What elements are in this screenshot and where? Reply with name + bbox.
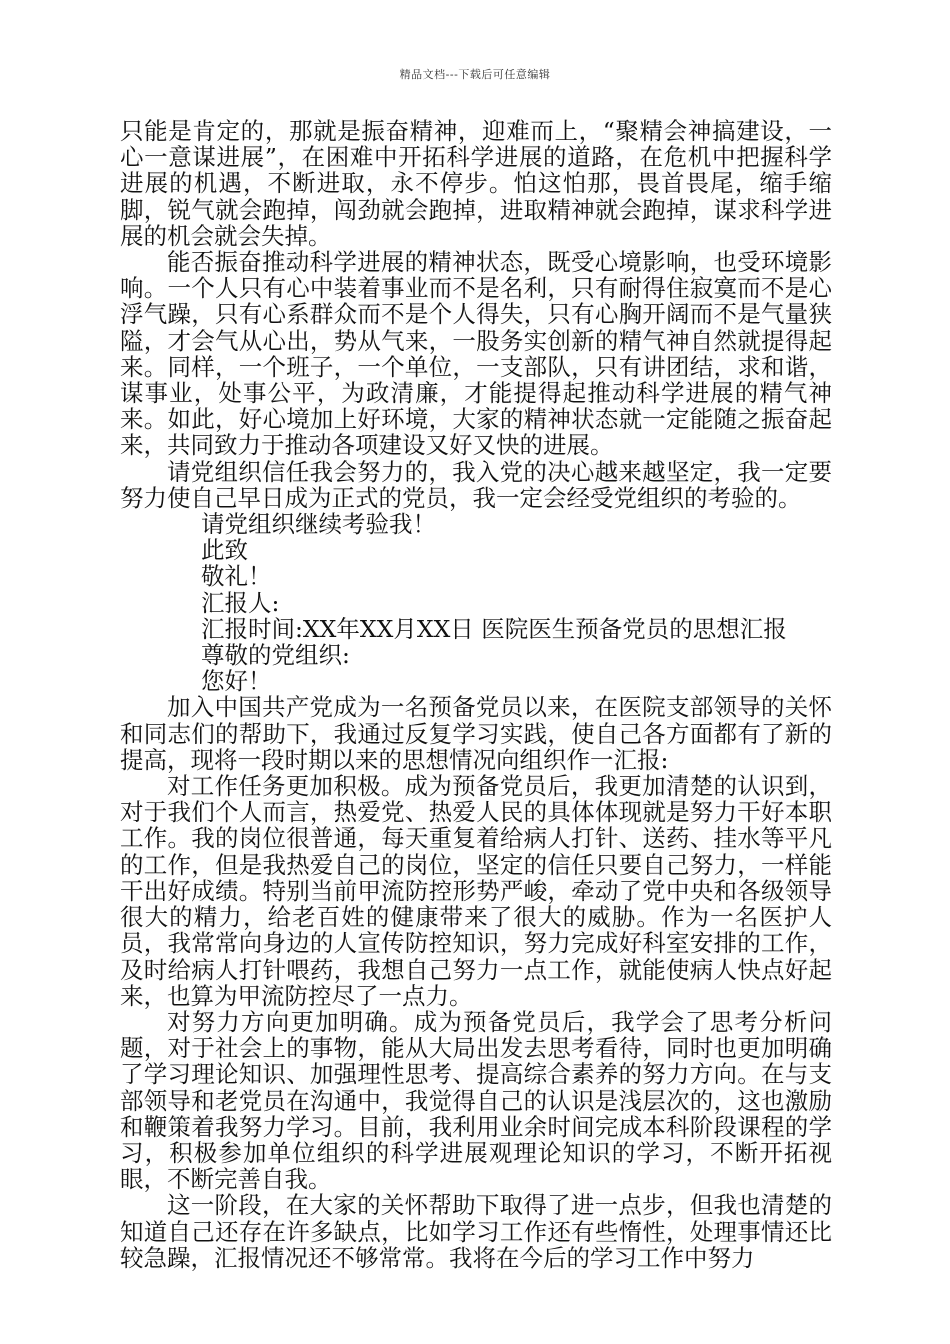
request-line: 请党组织继续考验我！ [201, 510, 436, 539]
paragraph: 请党组织信任我会努力的，我入党的决心越来越坚定，我一定要努力使自己早日成为正式的党员，我一定会经受党组织的考验的。 [120, 457, 832, 512]
paragraph: 这一阶段，在大家的关怀帮助下取得了进一点步，但我也清楚的知道自己还存在许多缺点，比如学习工作还有些惰性，处理事情还比较急躁，汇报情况还不够常常。我将在今后的学习工作中努力 [120, 1191, 832, 1272]
paragraph: 对努力方向更加明确。成为预备党员后，我学会了思考分析问题，对于社会上的事物，能从大局出发去思考看待，同时也更加明确了学习理论知识、加强理性思考、提高综合素养的努力方向。在与支部领导和老党员在沟通中，我觉得自己的认识是浅层次的，这也激励和鞭策着我努力学习。目前，我利用业余时间完成本科阶段课程的学习，积极参加单位组织的科学进展观理论知识的学习，不断开拓视眼，不断完善自我。 [120, 1007, 832, 1194]
document-body [120, 118, 832, 1271]
report-date-line: 汇报时间:XX年XX月XX日 医院医生预备党员的思想汇报 [201, 614, 787, 643]
paragraph: 对工作任务更加积极。成为预备党员后，我更加清楚的认识到，对于我们个人而言，热爱党、热爱人民的具体体现就是努力干好本职工作。我的岗位很普通，每天重复着给病人打针、送药、挂水等平凡的工作，但是我热爱自己的岗位，坚定的信任只要自己努力，一样能干出好成绩。特别当前甲流防控形势严峻，牵动了党中央和各级领导很大的精力，给老百姓的健康带来了很大的威胁。作为一名医护人员，我常常向身边的人宣传防控知识，努力完成好科室安排的工作，及时给病人打针喂药，我想自己努力一点工作，就能使病人快点好起来，也算为甲流防控尽了一点力。 [120, 772, 832, 1010]
salutation-line: 尊敬的党组织: [201, 641, 350, 670]
greeting-line: 您好！ [201, 667, 272, 696]
paragraph: 能否振奋推动科学进展的精神状态，既受心境影响，也受环境影响。一个人只有心中装着事业而不是名利，只有耐得住寂寞而不是心浮气躁，只有心系群众而不是个人得失，只有心胸开阔而不是气量狭隘，才会气从心出，势从气来，一股务实创新的精气神自然就提得起来。同样，一个班子，一个单位，一支部队，只有讲团结，求和谐，谋事业，处事公平，为政清廉，才能提得起推动科学进展的精气神来。如此，好心境加上好环境，大家的精神状态就一定能随之振奋起来，共同致力于推动各项建设又好又快的进展。 [120, 248, 832, 460]
paragraph: 加入中国共产党成为一名预备党员以来，在医院支部领导的关怀和同志们的帮助下，我通过反复学习实践，使自己各方面都有了新的提高，现将一段时期以来的思想情况向组织作一汇报: [120, 693, 832, 774]
reporter-line: 汇报人: [201, 588, 280, 617]
page-header: 精品文档---下载后可任意编辑 [399, 68, 551, 81]
closing-salutation: 此致 [201, 536, 248, 565]
closing-regards: 敬礼！ [201, 562, 272, 591]
paragraph: 只能是肯定的，那就是振奋精神，迎难而上，“聚精会神搞建设，一心一意谋进展”，在困难中开拓科学进展的道路，在危机中把握科学进展的机遇，不断进取，永不停步。怕这怕那，畏首畏尾，缩手缩脚，锐气就会跑掉，闯劲就会跑掉，进取精神就会跑掉，谋求科学进展的机会就会失掉。 [120, 117, 832, 250]
